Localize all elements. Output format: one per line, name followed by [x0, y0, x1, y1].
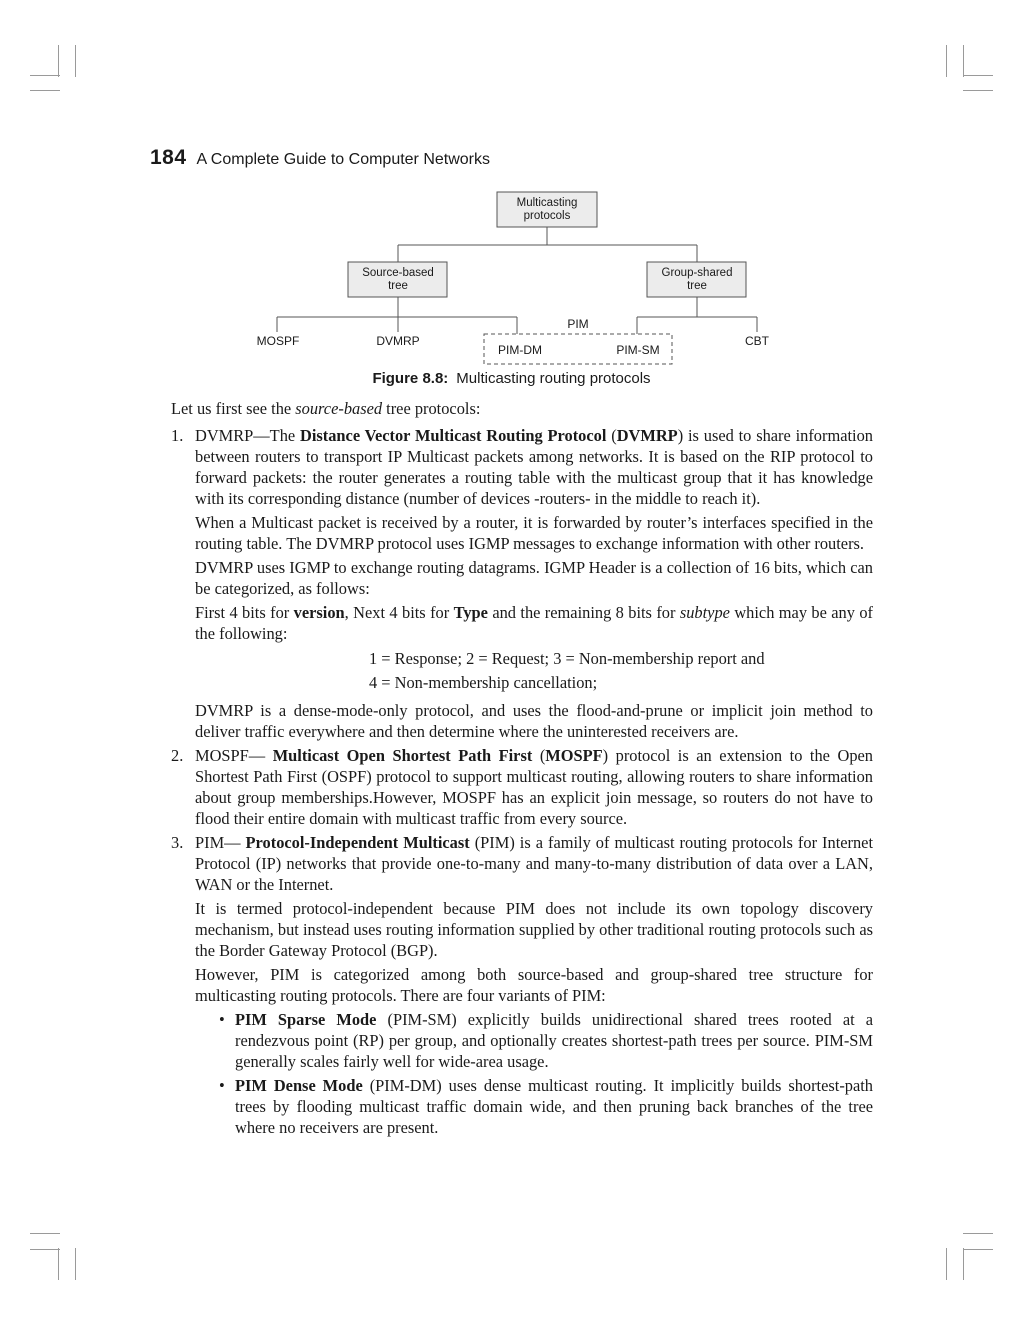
crop-mark: [963, 1233, 993, 1234]
caption-text: Multicasting routing protocols: [456, 370, 651, 387]
crop-mark: [963, 1248, 964, 1280]
bullet-item: • PIM Sparse Mode (PIM-SM) explicitly builds unidirectional shared trees rooted at a rendezvous point (RP) per group, and optionally creates shortest-path trees per source. PIM-SM generally scales fairly well for wide-area usage.: [219, 1010, 873, 1071]
group-node-line2: tree: [687, 280, 707, 292]
paragraph: First 4 bits for version, Next 4 bits for Type and the remaining 8 bits for subtype which may be any of the following:: [195, 603, 873, 643]
crop-mark: [30, 1249, 60, 1250]
bullet-icon: •: [219, 1076, 225, 1095]
list-number: 2.: [171, 746, 184, 765]
list-item-pim: [171, 832, 873, 1138]
bullet-item: • PIM Dense Mode (PIM-DM) uses dense multicast routing. It implicitly builds shortest-path trees by flooding multicast traffic domain wide, and then pruning back branches of the tree where no receivers are present.: [219, 1076, 873, 1137]
body-text: [171, 398, 873, 1141]
list-item-mospf: [171, 745, 873, 829]
page-number: 184: [150, 146, 187, 169]
crop-mark: [75, 1248, 76, 1280]
list-number: 3.: [171, 833, 184, 852]
crop-mark: [946, 1248, 947, 1280]
group-shared-node: [647, 262, 746, 297]
protocol-tree-diagram: [0, 0, 1023, 400]
subtype-line: 4 = Non-membership cancellation;: [369, 673, 598, 692]
list-item-dvmrp: [171, 425, 873, 742]
list-number: 1.: [171, 426, 184, 445]
dvmrp-label: DVMRP: [376, 334, 420, 348]
paragraph: MOSPF— Multicast Open Shortest Path First (MOSPF) protocol is an extension to the Open Shortest Path First (OSPF) protocol to support multicast routing, allowing routers to share information about group memberships.However, MOSPF has an explicit join message, so routers do not have to flood their entire domain with multicast traffic from every source.: [195, 746, 873, 828]
pim-sm-label: PIM-SM: [616, 343, 660, 357]
intro-paragraph: Let us first see the source-based tree protocols:: [171, 399, 481, 418]
pim-dm-label: PIM-DM: [498, 343, 542, 357]
pim-variants-list: [195, 1009, 873, 1138]
paragraph: DVMRP uses IGMP to exchange routing datagrams. IGMP Header is a collection of 16 bits, which can be categorized, as follows:: [195, 558, 873, 598]
emphasis-text: source-based: [295, 399, 383, 418]
subtype-line: 1 = Response; 2 = Request; 3 = Non-membership report and: [369, 649, 765, 668]
crop-mark: [58, 1248, 59, 1280]
paragraph: DVMRP is a dense-mode-only protocol, and uses the flood-and-prune or implicit join method to deliver traffic everywhere and then determine where the uninterested receivers are.: [195, 701, 873, 741]
pim-label: PIM: [567, 317, 589, 331]
source-based-node: [348, 262, 447, 297]
crop-mark: [30, 1233, 60, 1234]
crop-mark: [963, 1249, 993, 1250]
mospf-label: MOSPF: [256, 334, 300, 348]
paragraph: It is termed protocol-independent because PIM does not include its own topology discovery mechanism, but instead uses routing information supplied by other traditional routing protocols such as the Border Gateway Protocol (BGP).: [195, 899, 873, 960]
group-node-line1: Group-shared: [661, 267, 733, 279]
bullet-icon: •: [219, 1010, 225, 1029]
source-node-line2: tree: [388, 280, 408, 292]
cbt-label: CBT: [745, 334, 769, 348]
paragraph: When a Multicast packet is received by a router, it is forwarded by router’s interfaces specified in the routing table. The DVMRP protocol uses IGMP messages to exchange information with other routers.: [195, 513, 873, 553]
root-node-line2: protocols: [523, 210, 571, 222]
source-node-line1: Source-based: [362, 267, 434, 279]
root-node: [497, 192, 597, 227]
subtype-values: [195, 647, 873, 695]
paragraph: However, PIM is categorized among both source-based and group-shared tree structure for multicasting routing protocols. There are four variants of PIM:: [195, 965, 873, 1005]
figure-caption: [0, 370, 1023, 387]
book-title: A Complete Guide to Computer Networks: [196, 151, 491, 168]
root-node-line1: Multicasting: [516, 197, 578, 209]
caption-label: Figure 8.8:: [372, 370, 449, 387]
paragraph: DVMRP—The Distance Vector Multicast Routing Protocol (DVMRP) is used to share information between routers to transport IP Multicast packets among networks. It is based on the RIP protocol to forward packets: the router generates a routing table with the multicast group that it has knowledge with its corresponding distance (number of devices -routers- in the middle to reach it).: [195, 426, 873, 508]
paragraph: PIM— Protocol-Independent Multicast (PIM) is a family of multicast routing protocols for Internet Protocol (IP) networks that provide one-to-many and many-to-many distribution of data over a LAN, WAN or the Internet.: [195, 833, 874, 894]
